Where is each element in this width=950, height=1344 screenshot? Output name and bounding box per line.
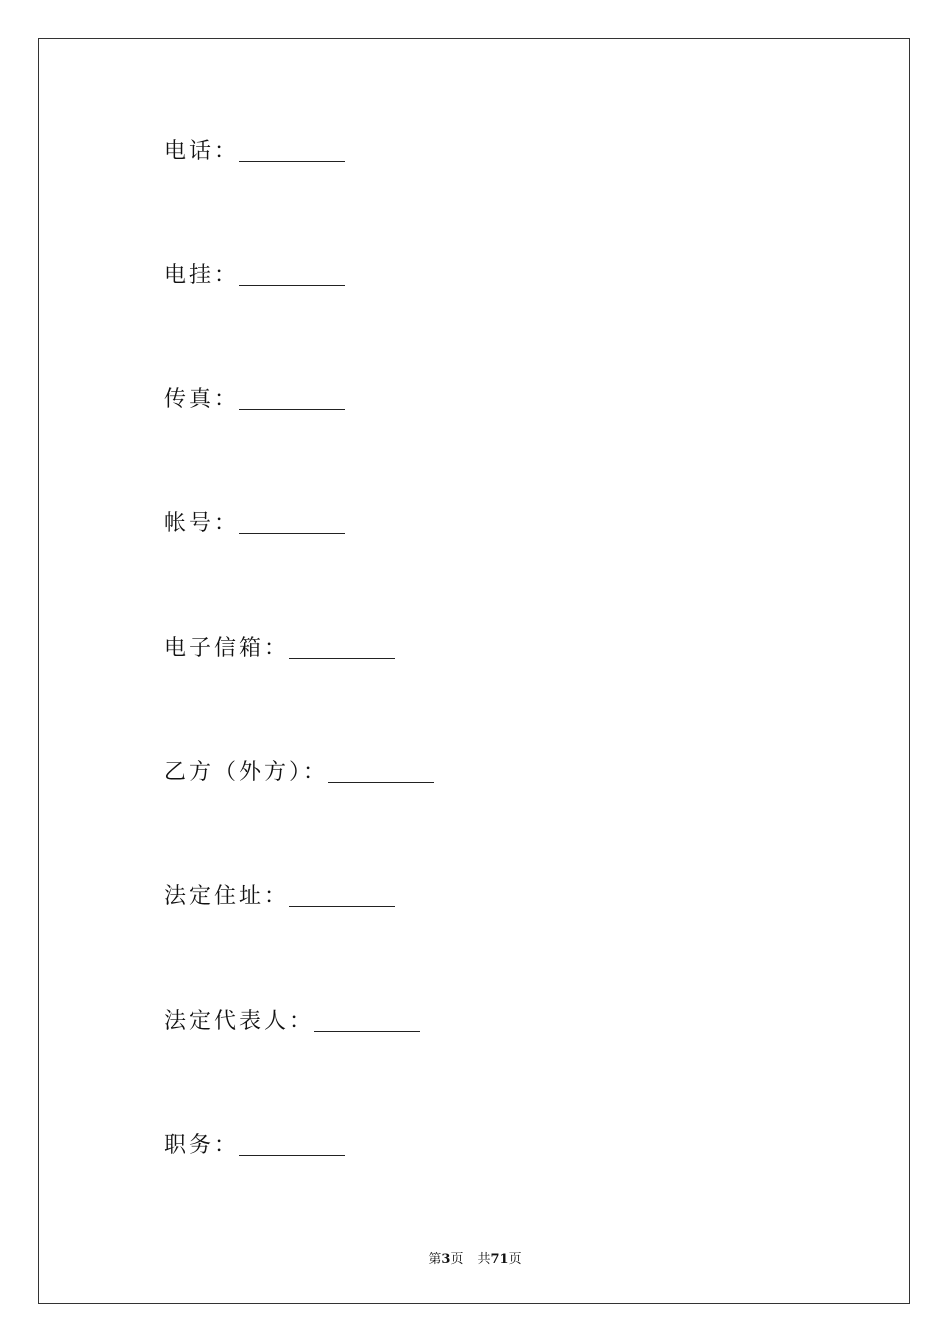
phone-blank-line: [239, 139, 345, 162]
page-suffix: 页: [450, 1252, 464, 1267]
email-label: 电子信箱：: [164, 636, 290, 661]
telegram-blank-line: [239, 263, 345, 286]
legal-address-field: [164, 881, 395, 911]
email-blank-line: [289, 636, 395, 659]
fax-label: 传真：: [164, 387, 240, 412]
total-suffix: 页: [508, 1252, 522, 1267]
account-label: 帐号：: [164, 511, 240, 536]
party-b-label: 乙方（外方）：: [164, 760, 329, 785]
legal-representative-label: 法定代表人：: [164, 1009, 315, 1034]
fax-blank-line: [239, 387, 345, 410]
page-prefix: 第: [428, 1252, 442, 1267]
page-footer: [0, 1248, 950, 1267]
account-field: [164, 508, 345, 538]
total-pages: 71: [490, 1252, 509, 1267]
position-field: [164, 1130, 345, 1160]
fax-field: [164, 384, 345, 414]
total-prefix: 共: [477, 1252, 491, 1267]
phone-label: 电话：: [164, 139, 240, 164]
telegram-label: 电挂：: [164, 263, 240, 288]
legal-address-label: 法定住址：: [164, 884, 290, 909]
telegram-field: [164, 260, 345, 290]
phone-field: [164, 136, 345, 166]
legal-representative-field: [164, 1006, 420, 1036]
email-field: [164, 633, 395, 663]
position-label: 职务：: [164, 1133, 240, 1158]
legal-address-blank-line: [289, 884, 395, 907]
account-blank-line: [239, 511, 345, 534]
page-border: [38, 38, 910, 1304]
party-b-blank-line: [328, 760, 434, 783]
page-number: 3: [441, 1252, 451, 1267]
legal-representative-blank-line: [314, 1009, 420, 1032]
party-b-field: [164, 757, 434, 787]
position-blank-line: [239, 1133, 345, 1156]
